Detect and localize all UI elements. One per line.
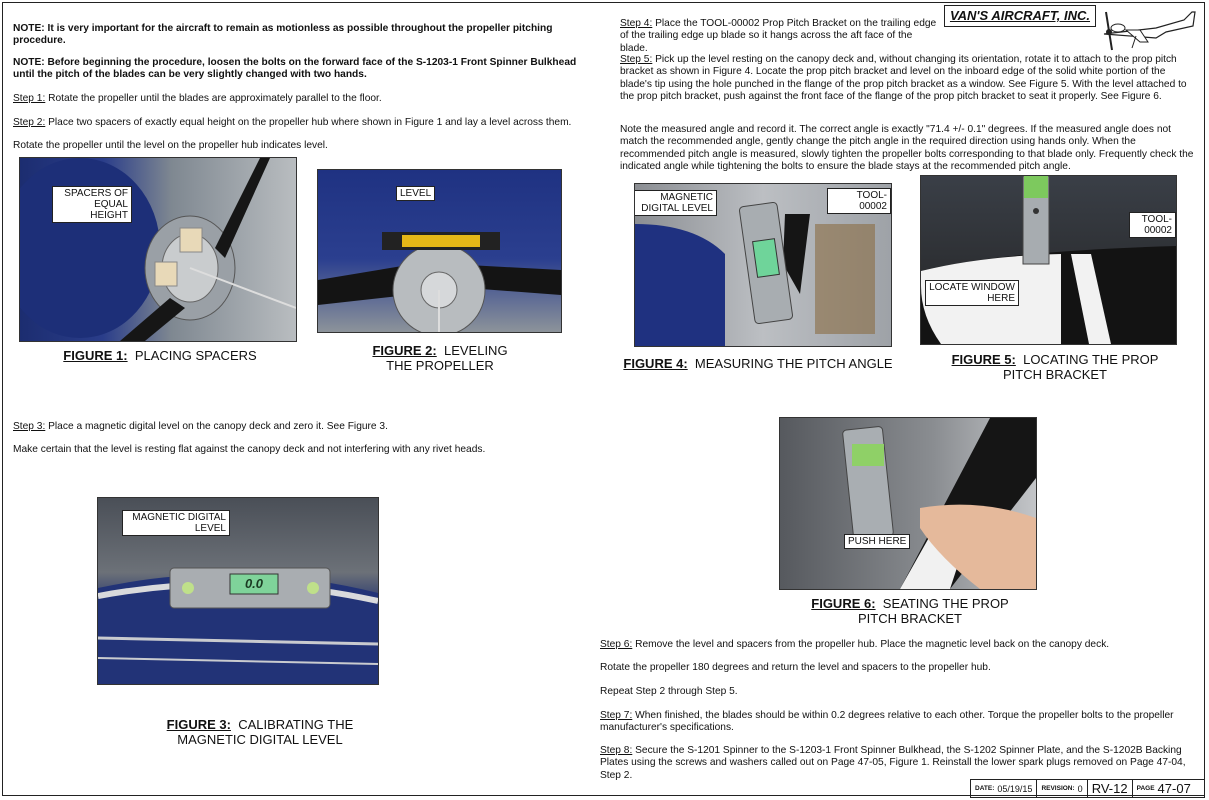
date-cell [971, 780, 1037, 797]
revision-value: 0 [1077, 783, 1083, 794]
figure-3-title-line2: MAGNETIC DIGITAL LEVEL [177, 732, 343, 747]
figure-5-number: FIGURE 5: [951, 352, 1016, 367]
step-5-text: Pick up the level resting on the canopy deck and, without changing its orientation, rotate it to attach to the prop pitch bracket as shown in Figure 4. Locate the prop pitch bracket and level on the inboard edge of the solid white portion of the blade's tip using the hole punched in the flange of the prop pitch bracket as a window. See Figure 5. With the level attached to the prop pitch bracket, push against the front face of the flange of the prop pitch bracket to seat it properly. See Figure 6. [620, 54, 1187, 103]
figure-4-photo [634, 183, 892, 347]
figure-3-callout: MAGNETIC DIGITAL LEVEL [122, 510, 230, 536]
figure-5-title-line2: PITCH BRACKET [1002, 367, 1107, 382]
step-7-label: Step 7: [600, 710, 633, 721]
level-display-readout: 0.0 [244, 576, 264, 591]
step-8-text: Secure the S-1201 Spinner to the S-1203-1 Front Spinner Bulkhead, the S-1202 Spinner Plate, and the S-1202B Backing Plates using the screws and washers called out on Page 47-05, Figure 1. Reinstall the lower spark plugs removed on Page 47-04, Step 2. [600, 745, 1186, 781]
step-3 [13, 421, 593, 433]
figure-1-number: FIGURE 1: [63, 348, 128, 363]
step-2-text: Place two spacers of exactly equal height on the propeller hub where shown in Figure 1 and lay a level across them. [45, 117, 572, 128]
figure-2-title-line2: THE PROPELLER [386, 358, 494, 373]
figure-4-callout-level: MAGNETIC DIGITAL LEVEL [634, 190, 717, 216]
step-5-extra: Note the measured angle and record it. The correct angle is exactly "71.4 +/- 0.1" degrees. If the measured angle does not match the recommended angle, gently change the pitch angle in the required direction using hands only. When the recommended pitch angle is measured, slowly tighten the propeller bolts corresponding to that blade only. Frequently check the indicated angle while tightening the bolts to ensure the blade stays at the recommended pitch angle. [620, 124, 1194, 173]
figure-6-caption [790, 596, 1030, 626]
figure-2-photo [317, 169, 562, 333]
airplane-logo [1096, 6, 1200, 56]
figure-3-caption [140, 717, 380, 747]
step-6-label: Step 6: [600, 639, 633, 650]
figure-4-number: FIGURE 4: [623, 356, 688, 371]
figure-2-number: FIGURE 2: [372, 343, 437, 358]
figure-2-caption [340, 343, 540, 373]
page-label: PAGE [1136, 785, 1155, 792]
figure-5-title-line1: LOCATING THE PROP [1023, 352, 1159, 367]
page-cell [1133, 780, 1195, 797]
step-1-text: Rotate the propeller until the blades are approximately parallel to the floor. [45, 93, 382, 104]
figure-3-title-line1: CALIBRATING THE [238, 717, 354, 732]
company-title: VAN'S AIRCRAFT, INC. [944, 5, 1096, 27]
figure-6-number: FIGURE 6: [811, 596, 876, 611]
figure-3-photo [97, 497, 379, 685]
step-5 [620, 54, 1195, 104]
figure-5-callout-window: LOCATE WINDOW HERE [925, 280, 1019, 306]
model-cell: RV-12 [1088, 780, 1133, 797]
step-3-text: Place a magnetic digital level on the canopy deck and zero it. See Figure 3. [45, 421, 388, 432]
propeller-level-drawing [318, 170, 561, 332]
step-2-extra: Rotate the propeller until the level on the propeller hub indicates level. [13, 140, 328, 151]
figure-5-caption [935, 352, 1175, 382]
step-5-label: Step 5: [620, 54, 653, 65]
step-1-label: Step 1: [13, 93, 46, 104]
step-6-extra-rotate: Rotate the propeller 180 degrees and return the level and spacers to the propeller hub. [600, 662, 991, 673]
title-block [970, 779, 1205, 798]
date-value: 05/19/15 [997, 783, 1033, 794]
step-6 [600, 639, 1195, 651]
note-motionless: NOTE: It is very important for the aircraft to remain as motionless as possible throughout the propeller pitching procedure. [13, 23, 553, 47]
step-8 [600, 745, 1195, 782]
figure-1-callout: SPACERS OF EQUAL HEIGHT [52, 186, 132, 223]
step-7-text: When finished, the blades should be within 0.2 degrees relative to each other. Torque the propeller bolts to the propeller manufacturer's specifications. [600, 710, 1174, 734]
step-3-extra: Make certain that the level is resting flat against the canopy deck and not interfering with any rivet heads. [13, 444, 486, 455]
step-4-label: Step 4: [620, 18, 653, 29]
step-1 [13, 93, 593, 105]
figure-5-callout-tool: TOOL-00002 [1129, 212, 1176, 238]
revision-label: REVISION: [1041, 785, 1075, 792]
figure-2-title-line1: LEVELING [443, 343, 508, 358]
figure-1-photo [19, 157, 297, 342]
figure-4-title: MEASURING THE PITCH ANGLE [694, 356, 893, 371]
figure-6-title-line1: SEATING THE PROP [882, 596, 1009, 611]
revision-cell [1037, 780, 1087, 797]
step-4 [620, 18, 940, 55]
figure-6-callout: PUSH HERE [844, 534, 910, 549]
figure-6-title-line2: PITCH BRACKET [857, 611, 962, 626]
step-2-label: Step 2: [13, 117, 46, 128]
figure-3-number: FIGURE 3: [166, 717, 231, 732]
figure-4-callout-tool: TOOL-00002 [827, 188, 891, 214]
figure-1-caption [40, 348, 280, 363]
figure-6-photo [779, 417, 1037, 590]
page-number: 47-07 [1157, 781, 1191, 796]
figure-4-caption [618, 356, 898, 371]
step-2 [13, 117, 593, 129]
step-8-label: Step 8: [600, 745, 633, 756]
step-7 [600, 710, 1195, 735]
step-6-text: Remove the level and spacers from the propeller hub. Place the magnetic level back on the canopy deck. [632, 639, 1110, 650]
figure-2-callout: LEVEL [396, 186, 435, 201]
step-6-extra-repeat: Repeat Step 2 through Step 5. [600, 686, 738, 697]
bracket-window-drawing [921, 176, 1176, 344]
figure-5-photo [920, 175, 1177, 345]
figure-1-title: PLACING SPACERS [134, 348, 257, 363]
note-loosen-bolts: NOTE: Before beginning the procedure, loosen the bolts on the forward face of the S-1203-1 Front Spinner Bulkhead until the pitch of the blades can be very slightly changed with two hands. [13, 57, 577, 81]
step-4-text: Place the TOOL-00002 Prop Pitch Bracket on the trailing edge of the trailing edge up blade so it hangs across the aft face of the blade. [620, 18, 937, 54]
step-3-label: Step 3: [13, 421, 46, 432]
seating-bracket-drawing [780, 418, 1036, 589]
date-label: DATE: [975, 785, 995, 792]
